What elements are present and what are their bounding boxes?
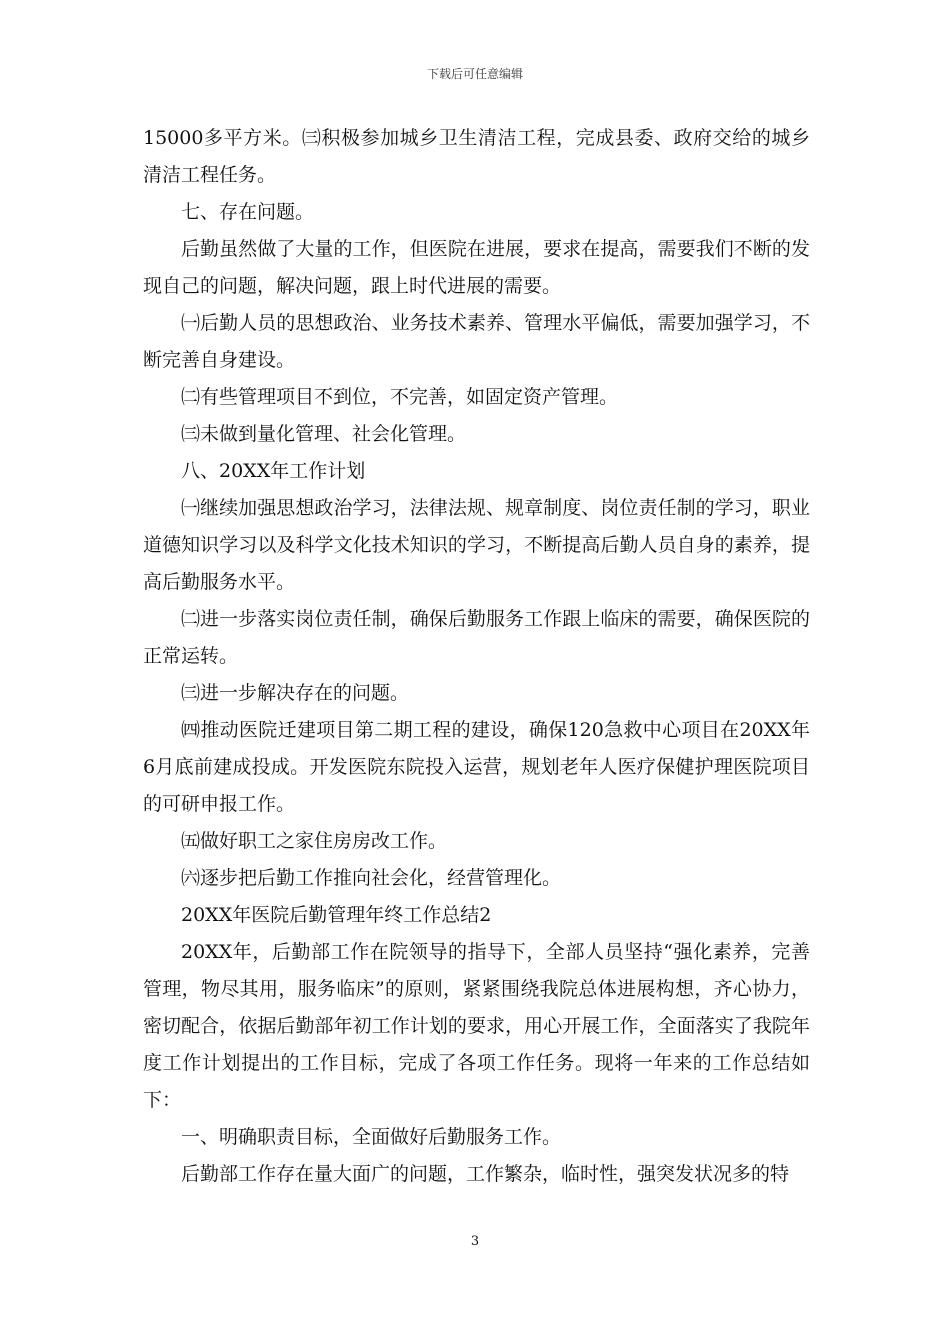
list-item: ㈢未做到量化管理、社会化管理。 xyxy=(181,423,467,445)
list-item: ㈤做好职工之家住房房改工作。 xyxy=(181,830,448,852)
paragraph: 后勤虽然做了大量的工作，但医院在进展，要求在提高，需要我们不断的发现自己的问题，解决问题，跟上时代进展的需要。 xyxy=(143,238,810,297)
list-item: ㈡进一步落实岗位责任制，确保后勤服务工作跟上临床的需要，确保医院的正常运转。 xyxy=(143,608,810,667)
list-item: ㈡有些管理项目不到位，不完善，如固定资产管理。 xyxy=(181,386,619,408)
list-item: ㈠继续加强思想政治学习，法律法规、规章制度、岗位责任制的学习，职业道德知识学习以及科学文化技术知识的学习，不断提高后勤人员自身的素养，提高后勤服务水平。 xyxy=(143,497,810,593)
section-heading-work-plan: 八、20XX年工作计划 xyxy=(181,460,366,482)
paragraph: 20XX年，后勤部工作在院领导的指导下，全部人员坚持“强化素养，完善管理，物尽其用，服务临床”的原则，紧紧围绕我院总体进展构想，齐心协力，密切配合，依据后勤部年初工作计划的要求，用心开展工作，全面落实了我院年度工作计划提出的工作目标，完成了各项工作任务。现将一年来的工作总结如下： xyxy=(143,941,810,1111)
paragraph-continuation: 15000多平方米。㈢积极参加城乡卫生清洁工程，完成县委、政府交给的城乡清洁工程任务。 xyxy=(143,127,810,186)
section-heading-problems: 七、存在问题。 xyxy=(181,201,315,223)
list-item: ㈣推动医院迁建项目第二期工程的建设，确保120急救中心项目在20XX年6月底前建成投成。开发医院东院投入运营，规划老年人医疗保健护理医院项目的可研申报工作。 xyxy=(143,719,810,815)
document-body xyxy=(143,120,810,1193)
list-item: ㈢进一步解决存在的问题。 xyxy=(181,682,410,704)
document-title-2: 20XX年医院后勤管理年终工作总结2 xyxy=(181,904,492,926)
list-item: ㈥逐步把后勤工作推向社会化，经营管理化。 xyxy=(181,867,562,889)
page-number: 3 xyxy=(470,1234,480,1249)
page-header: 下载后可任意编辑 xyxy=(426,67,523,81)
paragraph: 后勤部工作存在量大面广的问题，工作繁杂，临时性，强突发状况多的特 xyxy=(181,1163,790,1185)
section-heading-duties: 一、明确职责目标，全面做好后勤服务工作。 xyxy=(181,1126,562,1148)
list-item: ㈠后勤人员的思想政治、业务技术素养、管理水平偏低，需要加强学习，不断完善自身建设。 xyxy=(143,312,810,371)
